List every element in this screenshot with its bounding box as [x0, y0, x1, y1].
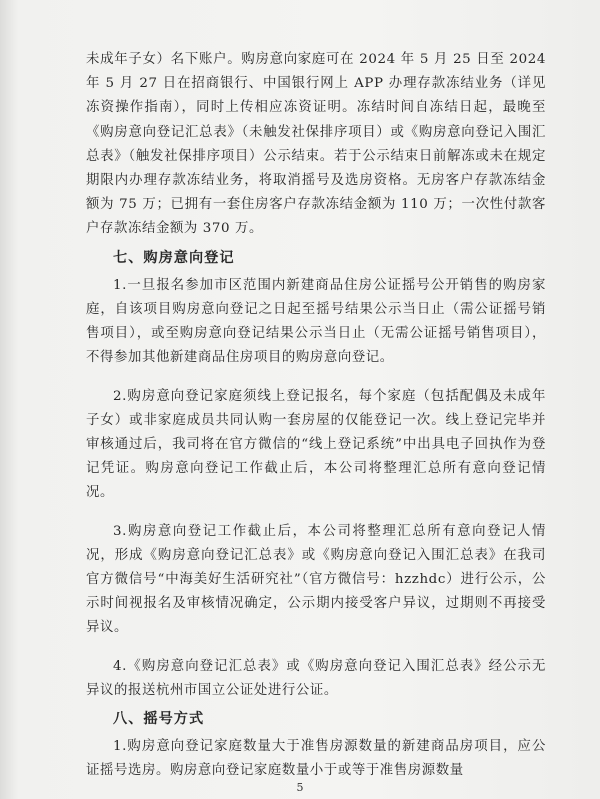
section-7-item-2: 2.购房意向登记家庭须线上登记报名，每个家庭（包括配偶及未成年子女）或非家庭成员共同认购一套房屋的仅能登记一次。线上登记完毕并审核通过后，我司将在官方微信的“线上登记系统”中出具电子回执作为登记凭证。购房意向登记工作截止后，本公司将整理汇总所有意向登记情况。: [86, 388, 546, 501]
section-heading-7: 七、购房意向登记: [113, 249, 235, 266]
section-8-item-1: 1.购房意向登记家庭数量大于准售房源数量的新建商品房项目，应公证摇号选房。购房意向登记家庭数量小于或等于准售房源数量: [86, 739, 546, 779]
section-heading-8: 八、摇号方式: [113, 711, 205, 728]
paragraph-intro: 未成年子女）名下账户。购房意向家庭可在 2024 年 5 月 25 日至 2024 年 5 月 27 日在招商银行、中国银行网上 APP 办理存款冻结业务（详见冻资操作指南），同时上传相应冻资证明。冻结时间自冻结日起，最晚至《购房意向登记汇总表》（未触发社保排序项目）或《购房意向登记入围汇总表》（触发社保排序项目）公示结束。若于公示结束日前解冻或未在规定期限内办理存款冻结业务，将取消摇号及选房资格。无房客户存款冻结金额为 75 万；已拥有一套住房客户存款冻结金额为 110 万；一次性付款客户存款冻结金额为 370 万。: [86, 52, 546, 237]
section-7-item-3: 3.购房意向登记工作截止后，本公司将整理汇总所有意向登记人情况，形成《购房意向登记汇总表》或《购房意向登记入围汇总表》在我司官方微信号“中海美好生活研究社”（官方微信号：hzzhdc）进行公示，公示时间视报名及审核情况确定，公示期内接受客户异议，过期则不再接受异议。: [86, 523, 546, 636]
document-body: [86, 48, 546, 784]
section-7-item-4: 4.《购房意向登记汇总表》或《购房意向登记入围汇总表》经公示无异议的报送杭州市国立公证处进行公证。: [86, 658, 546, 698]
page-number: 5: [296, 781, 304, 794]
section-7-item-1: 1.一旦报名参加市区范围内新建商品住房公证摇号公开销售的购房家庭，自该项目购房意向登记之日起至摇号结果公示当日止（需公证摇号销售项目），或至购房意向登记结果公示当日止（无需公证摇号销售项目），不得参加其他新建商品住房项目的购房意向登记。: [86, 277, 546, 366]
